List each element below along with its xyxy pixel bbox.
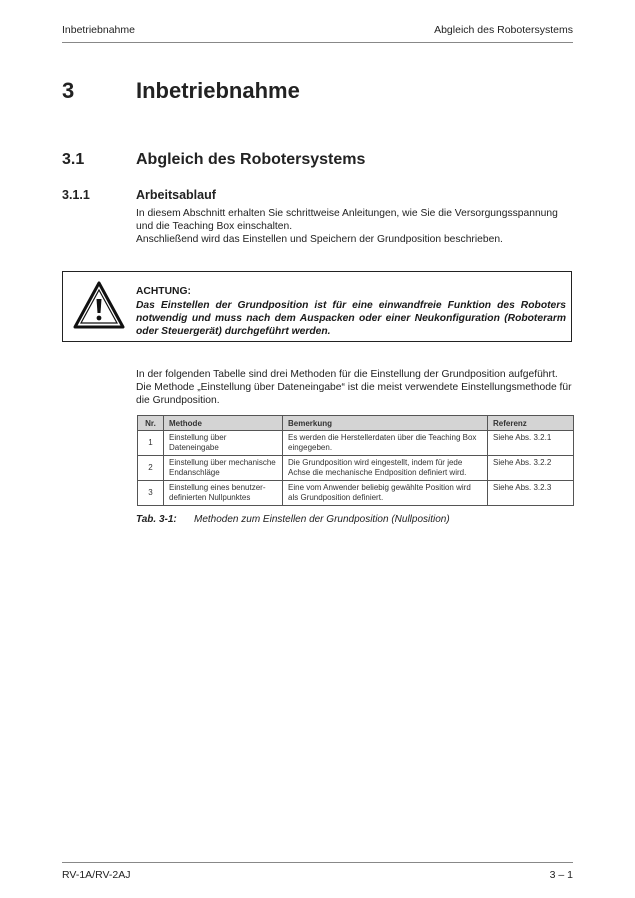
cell-methode: Einstellung über mechanische Endanschläge <box>164 456 283 481</box>
chapter-number: 3 <box>62 78 75 103</box>
cell-referenz: Siehe Abs. 3.2.1 <box>488 431 574 456</box>
subsection-number: 3.1.1 <box>62 188 90 202</box>
warning-heading: ACHTUNG: <box>136 286 191 297</box>
page-header <box>62 24 573 43</box>
table-row <box>138 431 574 456</box>
caption-label: Tab. 3-1: <box>136 514 177 525</box>
cell-bemerkung: Eine vom Anwender beliebig gewählte Position wird als Grundposition definiert. <box>283 481 488 506</box>
warning-triangle-icon <box>73 280 125 330</box>
footer-model: RV-1A/RV-2AJ <box>62 869 131 881</box>
col-header-referenz: Referenz <box>488 416 574 431</box>
col-header-bemerkung: Bemerkung <box>283 416 488 431</box>
footer-page-number: 3 – 1 <box>549 869 573 881</box>
cell-nr: 2 <box>138 456 164 481</box>
col-header-nr: Nr. <box>138 416 164 431</box>
table-intro-paragraph <box>136 368 576 407</box>
table-row <box>138 456 574 481</box>
methods-table <box>137 415 574 506</box>
table-header-row <box>138 416 574 431</box>
warning-box <box>62 271 572 342</box>
header-section-title: Abgleich des Robotersystems <box>434 24 573 36</box>
table-row <box>138 481 574 506</box>
cell-nr: 3 <box>138 481 164 506</box>
intro-line-1: In diesem Abschnitt erhalten Sie schrittweise Anleitungen, wie Sie die Versorgungsspannung und die Teaching Box einschalten. <box>136 208 558 232</box>
header-chapter-title: Inbetriebnahme <box>62 24 135 36</box>
table-intro-line-2: Die Methode „Einstellung über Dateneingabe“ ist die meist verwendete Einstellungsmethode für die Grundposition. <box>136 382 572 406</box>
table-intro-line-1: In der folgenden Tabelle sind drei Methoden für die Einstellung der Grundposition aufgeführt. <box>136 369 558 380</box>
subsection-title: Arbeitsablauf <box>136 188 216 202</box>
cell-methode: Einstellung über Dateneingabe <box>164 431 283 456</box>
table-caption <box>136 514 450 525</box>
intro-line-2: Anschließend wird das Einstellen und Speichern der Grundposition beschrieben. <box>136 234 503 245</box>
section-number: 3.1 <box>62 151 85 168</box>
chapter-title: Inbetriebnahme <box>136 78 300 103</box>
warning-text: Das Einstellen der Grundposition ist für eine einwandfreie Funktion des Roboters notwendig und muss nach dem Auspacken oder einer Neukonfiguration (Roboterarm oder Steuergerät) durchgeführt werden. <box>136 300 566 337</box>
cell-bemerkung: Die Grundposition wird eingestellt, indem für jede Achse die mechanische Endposition definiert wird. <box>283 456 488 481</box>
cell-referenz: Siehe Abs. 3.2.2 <box>488 456 574 481</box>
cell-nr: 1 <box>138 431 164 456</box>
cell-bemerkung: Es werden die Herstellerdaten über die Teaching Box eingegeben. <box>283 431 488 456</box>
caption-text: Methoden zum Einstellen der Grundposition (Nullposition) <box>194 514 450 525</box>
col-header-methode: Methode <box>164 416 283 431</box>
page-footer <box>62 862 573 881</box>
cell-methode: Einstellung eines benutzer-definierten Nullpunktes <box>164 481 283 506</box>
cell-referenz: Siehe Abs. 3.2.3 <box>488 481 574 506</box>
section-title: Abgleich des Robotersystems <box>136 151 366 168</box>
intro-paragraph <box>136 207 576 246</box>
